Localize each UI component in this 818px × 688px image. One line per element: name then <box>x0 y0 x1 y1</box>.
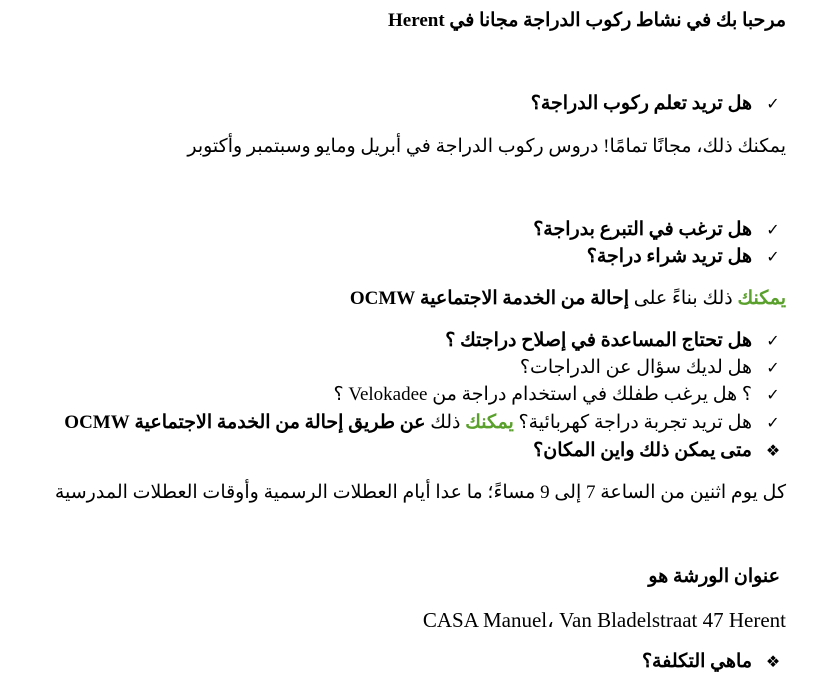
heading-when-where: ❖متى يمكن ذلك واين المكان؟ <box>20 439 786 463</box>
answer-learn-riding: يمكنك ذلك، مجانًا تمامًا! دروس ركوب الدراجة في أبريل ومايو وسبتمبر وأكتوبر <box>187 136 786 157</box>
check-icon: ✓ <box>766 331 780 350</box>
diamond-bullet-icon: ❖ <box>765 441 781 460</box>
page-title: مرحبا بك في نشاط ركوب الدراجة مجانا في Herent <box>388 10 786 31</box>
heading-address: عنوان الورشة هو <box>648 566 780 587</box>
check-icon: ✓ <box>766 247 780 266</box>
answer-donate-buy: يمكنك ذلك بناءً على إحالة من الخدمة الاجتماعية OCMW <box>349 288 786 309</box>
question-bike-info: ✓هل لديك سؤال عن الدراجات؟ <box>20 356 786 380</box>
check-icon: ✓ <box>766 358 780 377</box>
question-donate-bike: ✓هل ترغب في التبرع بدراجة؟ <box>20 218 786 242</box>
question-buy-bike: ✓هل تريد شراء دراجة؟ <box>20 245 786 269</box>
diamond-bullet-icon: ❖ <box>765 652 781 671</box>
question-ebike-trial: ✓هل تريد تجربة دراجة كهربائية؟ يمكنك ذلك عن طريق إحالة من الخدمة الاجتماعية OCMW <box>20 411 786 435</box>
question-repair-bike: ✓هل تحتاج المساعدة في إصلاح دراجتك ؟ <box>20 329 786 353</box>
check-icon: ✓ <box>766 385 780 404</box>
heading-cost: ❖ماهي التكلفة؟ <box>20 650 786 674</box>
address-text: CASA Manuel، Van Bladelstraat 47 Herent <box>422 608 786 632</box>
question-learn-riding: ✓هل تريد تعلم ركوب الدراجة؟ <box>20 92 786 116</box>
schedule-text: كل يوم اثنين من الساعة 7 إلى 9 مساءً؛ ما عدا أيام العطلات الرسمية وأوقات العطلات المدرسية <box>54 482 786 503</box>
question-child-velokadee: ✓؟ هل يرغب طفلك في استخدام دراجة من Velokadee ؟ <box>20 383 786 407</box>
check-icon: ✓ <box>766 220 780 239</box>
check-icon: ✓ <box>766 94 780 113</box>
check-icon: ✓ <box>766 413 780 432</box>
